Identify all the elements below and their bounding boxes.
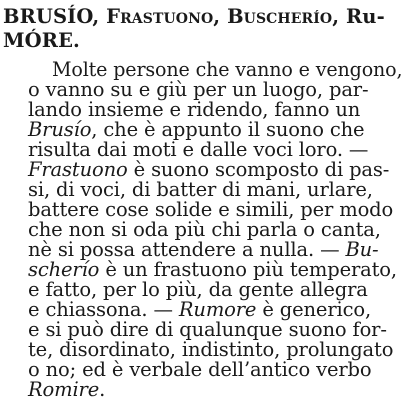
text-run: si, di voci, di batter di mani, urlare, (28, 178, 373, 201)
text-run: o vanno su e giù per un luogo, par- (28, 78, 369, 101)
text-run: . (99, 378, 106, 401)
text-run: o no; ed è verbale dell’antico verbo (28, 358, 372, 381)
heading-separator: , (213, 5, 228, 28)
term-buscherio-part2: scherío (28, 258, 100, 281)
term-frastuono: Frastuono (28, 158, 128, 181)
text-run: lando insieme e ridendo, fanno un (28, 98, 361, 121)
text-run: e fatto, per lo più, da gente allegra (28, 278, 368, 301)
text-run: e si può dire di qualunque suono for- (28, 318, 387, 341)
body-line (28, 360, 400, 380)
text-run: , che è appunto il suono che (91, 118, 365, 141)
headword-buscherio: Buscherío (227, 5, 333, 28)
body-line (28, 200, 400, 220)
text-run: è generico, (256, 298, 371, 321)
term-romire: Romire (28, 378, 100, 401)
text-run: e chiassona. — (28, 298, 179, 321)
term-buscherio-part1: Bu- (345, 238, 379, 261)
text-run: risulta dai moti e dalle voci loro. — (28, 138, 369, 161)
text-run: è suono scomposto di pas- (127, 158, 390, 181)
body-line (28, 380, 400, 400)
entry-heading (3, 5, 403, 53)
body-line (28, 260, 400, 280)
headword-frastuono: Frastuono (106, 5, 214, 28)
body-line (28, 160, 400, 180)
headword-rumore-part2: MÓRE. (3, 29, 80, 52)
term-rumore: Rumore (178, 298, 257, 321)
body-line (28, 120, 400, 140)
body-line (28, 300, 400, 320)
body-line (28, 140, 400, 160)
headword-brusio: BRUSÍO, (3, 5, 107, 28)
body-line (52, 58, 403, 81)
body-line (28, 340, 400, 360)
text-run: è un frastuono più temperato, (99, 258, 397, 281)
body-line (28, 220, 400, 240)
body-line (28, 320, 400, 340)
headword-rumore-part1: , Ru- (332, 5, 385, 28)
text-run: te, disordinato, indistinto, prolungato (28, 338, 394, 361)
body-line (28, 80, 400, 100)
text-run: nè si possa attendere a nulla. — (28, 238, 346, 261)
text-run: che non si oda più chi parla o canta, (28, 218, 381, 241)
text-run: battere cose solide e simili, per modo (28, 198, 394, 221)
body-line (28, 180, 400, 200)
body-line (28, 280, 400, 300)
term-brusio: Brusío (28, 118, 92, 141)
body-line (28, 100, 400, 120)
body-line (28, 240, 400, 260)
text-run: Molte persone che vanno e vengono, (52, 58, 403, 81)
